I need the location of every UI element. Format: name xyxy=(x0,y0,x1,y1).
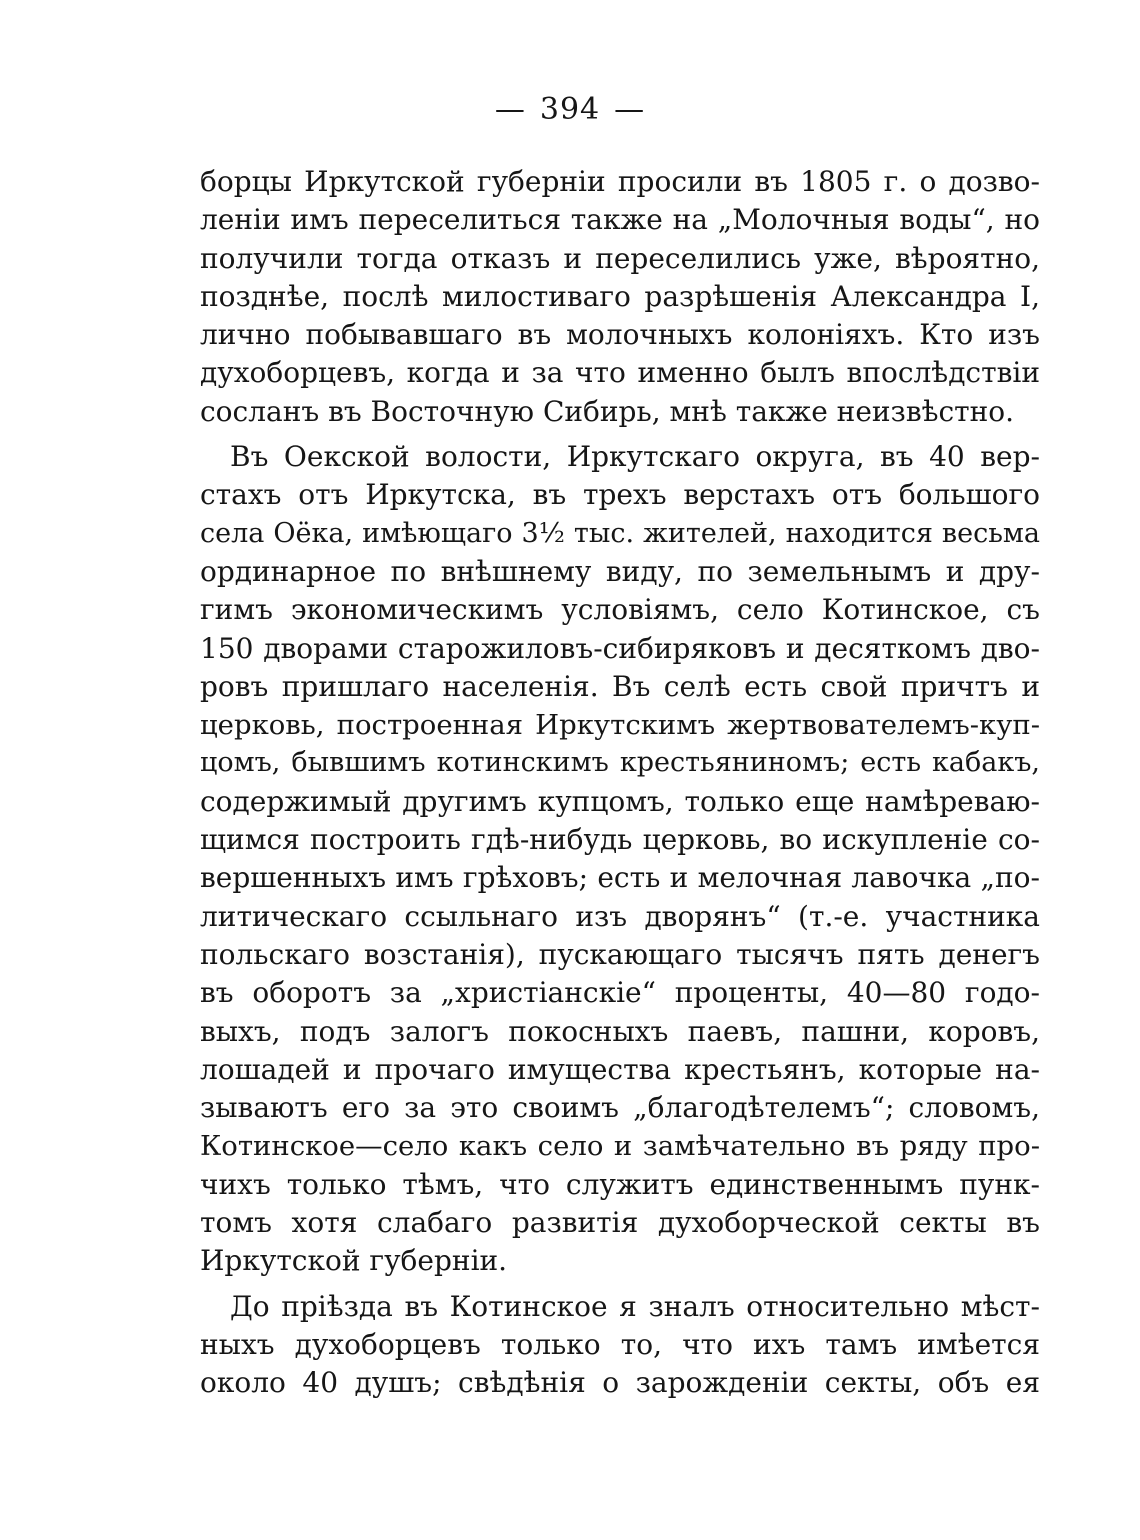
text-line: духоборцевъ, когда и за что именно былъ впослѣдствіи xyxy=(200,356,1040,390)
body-text xyxy=(200,163,1040,1403)
text-line: литическаго ссыльнаго изъ дворянъ“ (т.-е. участника xyxy=(200,899,1040,933)
text-line: содержимый другимъ купцомъ, только еще намѣреваю- xyxy=(200,784,1040,818)
text-line: лошадей и прочаго имущества крестьянъ, которые на- xyxy=(200,1052,1040,1086)
text-line: получили тогда отказъ и переселились уже, вѣроятно, xyxy=(200,241,1040,275)
text-line: ординарное по внѣшнему виду, по земельнымъ и дру- xyxy=(200,554,1040,588)
text-line: польскаго возстанія), пускающаго тысячъ пять денегъ xyxy=(200,937,1040,971)
text-line: ровъ пришлаго населенія. Въ селѣ есть свой причтъ и xyxy=(200,669,1040,703)
text-line: Въ Оекской волости, Иркутскаго округа, въ 40 вер- xyxy=(230,440,1040,474)
page-number-dash-left: — xyxy=(494,92,526,127)
text-line: сосланъ въ Восточную Сибирь, мнѣ также неизвѣстно. xyxy=(200,394,1015,428)
text-line: Котинское—село какъ село и замѣчательно въ ряду про- xyxy=(200,1130,1040,1163)
text-line: села Оёка, имѣющаго 3½ тыс. жителей, находится весьма xyxy=(200,517,1040,549)
text-line: щимся построить гдѣ-нибудь церковь, во искупленіе со- xyxy=(200,823,1040,857)
text-line: около 40 душъ; свѣдѣнія о зарожденіи секты, объ ея xyxy=(200,1366,1040,1400)
text-line: гимъ экономическимъ условіямъ, село Котинское, съ xyxy=(200,593,1040,627)
text-line: зываютъ его за это своимъ „благодѣтелемъ“; словомъ, xyxy=(200,1091,1040,1125)
text-line: ныхъ духоборцевъ только то, что ихъ тамъ имѣется xyxy=(200,1327,1040,1361)
text-line: 150 дворами старожиловъ-сибиряковъ и десяткомъ дво- xyxy=(200,631,1040,665)
text-line: позднѣе, послѣ милостиваго разрѣшенія Александра I, xyxy=(200,279,1040,313)
text-line: чихъ только тѣмъ, что служитъ единственнымъ пунк- xyxy=(200,1167,1040,1201)
text-line: леніи имъ переселиться также на „Молочныя воды“, но xyxy=(200,203,1040,237)
page-number: 394 xyxy=(539,92,601,127)
text-line: цомъ, бывшимъ котинскимъ крестьяниномъ; есть кабакъ, xyxy=(200,747,1040,779)
text-line: лично побывавшаго въ молочныхъ колоніяхъ. Кто изъ xyxy=(200,318,1040,352)
text-line: борцы Иркутской губерніи просили въ 1805 г. о дозво- xyxy=(200,165,1040,198)
text-line: выхъ, подъ залогъ покосныхъ паевъ, пашни, коровъ, xyxy=(200,1014,1040,1048)
text-line: томъ хотя слабаго развитія духоборческой секты въ xyxy=(200,1206,1040,1240)
paragraph-2 xyxy=(200,438,1040,1281)
paragraph-1 xyxy=(200,163,1040,431)
paragraph-gap xyxy=(200,1281,1040,1288)
text-line: въ оборотъ за „христіанскіе“ проценты, 40—80 годо- xyxy=(200,976,1040,1010)
page-number-dash-right: — xyxy=(614,92,646,127)
paragraph-3 xyxy=(200,1288,1040,1403)
paragraph-gap xyxy=(200,431,1040,438)
text-line: вершенныхъ имъ грѣховъ; есть и мелочная лавочка „по- xyxy=(200,861,1040,895)
text-line: стахъ отъ Иркутска, въ трехъ верстахъ отъ большого xyxy=(200,478,1040,512)
text-line: Иркутской губерніи. xyxy=(200,1244,508,1278)
text-line: церковь, построенная Иркутскимъ жертвователемъ-куп- xyxy=(200,709,1040,742)
page-number-header xyxy=(0,92,1140,127)
text-line: До пріѣзда въ Котинское я зналъ относительно мѣст- xyxy=(230,1289,1040,1323)
